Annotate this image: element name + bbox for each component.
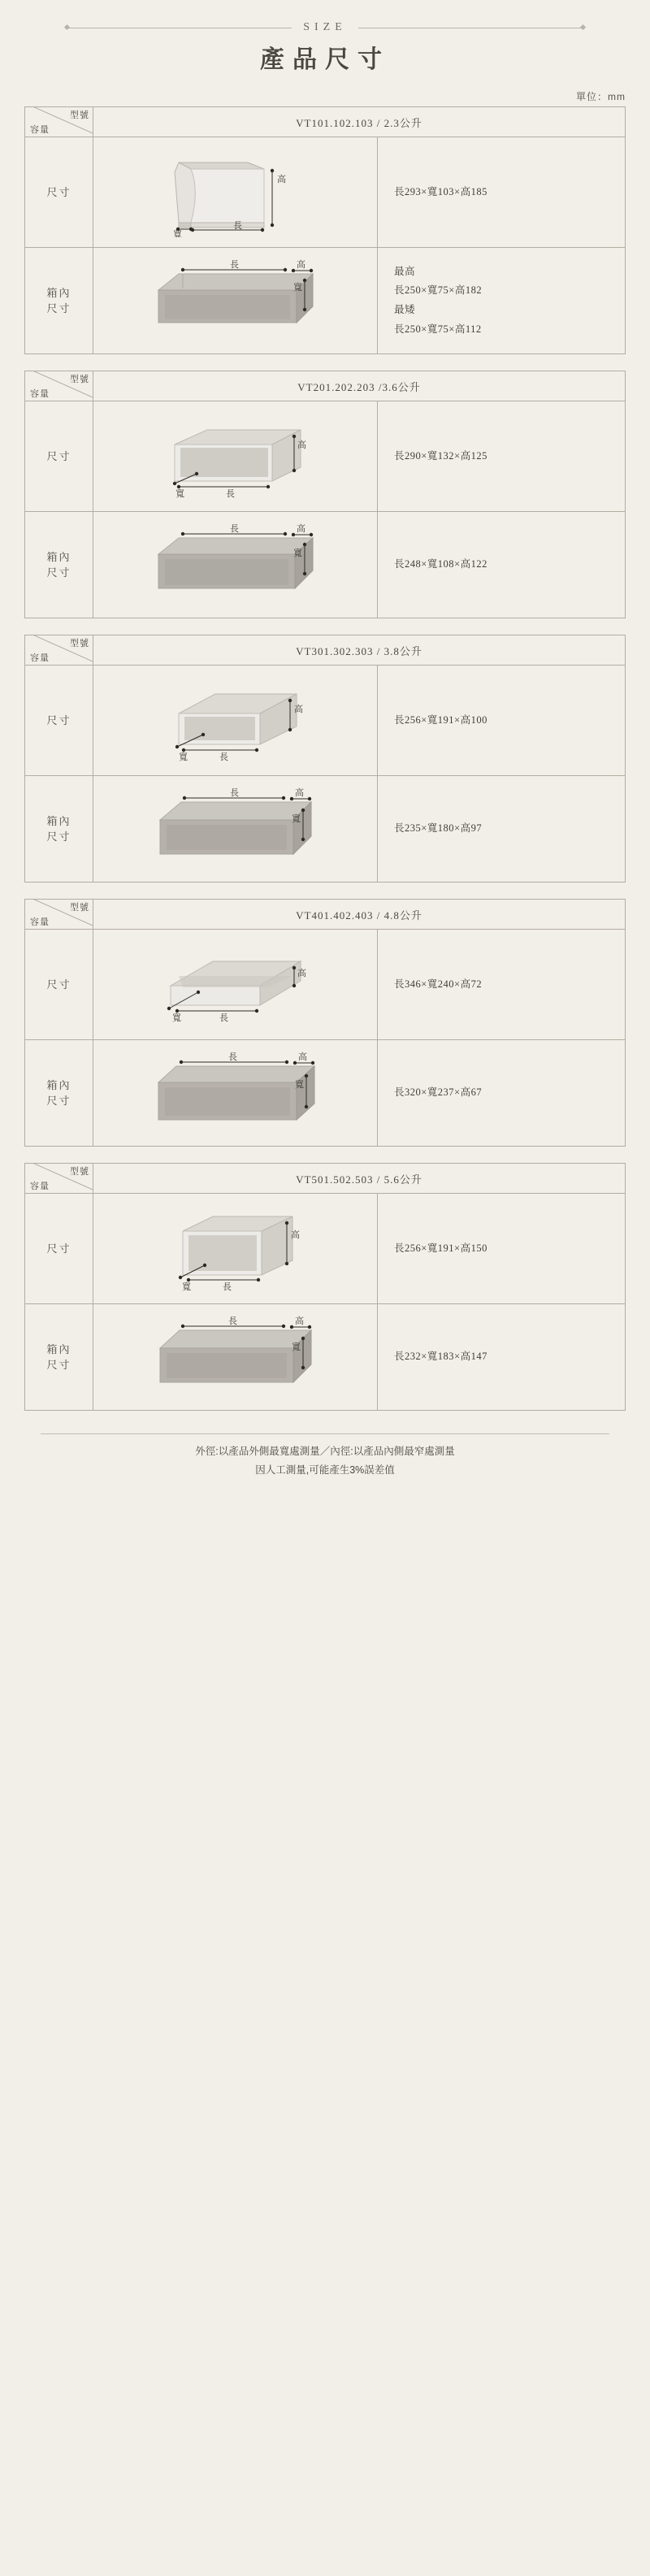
label-width: 寬 bbox=[171, 1013, 181, 1023]
header-capacity-label: 容量 bbox=[30, 125, 50, 135]
product-figure-outer bbox=[93, 666, 378, 775]
label-width: 寬 bbox=[178, 752, 188, 762]
row-label-inner-l2: 尺寸 bbox=[46, 830, 72, 843]
label-length: 長 bbox=[228, 1316, 237, 1326]
row-label-inner-l1: 箱內 bbox=[46, 286, 72, 299]
spec-block-vt501 bbox=[24, 1163, 626, 1411]
footer-line-1: 外徑:以產品外側最寬處測量／內徑:以產品內側最窄處測量 bbox=[195, 1446, 455, 1457]
header-corner-cell bbox=[25, 371, 93, 401]
spec-line: 長256×寬191×高150 bbox=[394, 1242, 488, 1254]
long-box-inner-illustration bbox=[134, 520, 337, 609]
header-model-label: 型號 bbox=[70, 1167, 89, 1177]
table-row bbox=[25, 401, 625, 512]
header-model-label: 型號 bbox=[70, 375, 89, 384]
product-figure-inner bbox=[93, 1040, 378, 1146]
footer-divider bbox=[41, 1433, 609, 1434]
header-model-label: 型號 bbox=[70, 903, 89, 913]
label-length: 長 bbox=[229, 788, 239, 798]
spec-line: 長346×寬240×高72 bbox=[394, 978, 483, 990]
tall-box-outer-illustration bbox=[138, 1203, 333, 1295]
row-label-inner bbox=[25, 1040, 93, 1146]
page-header bbox=[0, 0, 650, 75]
spec-line: 長232×寬183×高147 bbox=[394, 1351, 488, 1363]
spec-text-outer bbox=[378, 137, 625, 247]
header-model-label: 型號 bbox=[70, 639, 89, 648]
label-width: 寬 bbox=[181, 1281, 191, 1292]
label-height: 高 bbox=[296, 524, 306, 534]
label-length: 長 bbox=[229, 260, 239, 270]
label-height: 高 bbox=[294, 1316, 304, 1326]
header-capacity-label: 容量 bbox=[30, 1182, 50, 1191]
label-height: 高 bbox=[296, 260, 306, 270]
spec-block-vt201 bbox=[24, 371, 626, 618]
block-header bbox=[25, 107, 625, 137]
label-width: 寬 bbox=[291, 1342, 301, 1352]
spec-line: 長256×寬191×高100 bbox=[394, 713, 488, 726]
product-figure-inner bbox=[93, 1304, 378, 1410]
product-figure-inner bbox=[93, 776, 378, 882]
block-header bbox=[25, 371, 625, 401]
header-capacity-label: 容量 bbox=[30, 917, 50, 927]
mid-box-outer-illustration bbox=[138, 676, 333, 765]
long-box-outer-illustration bbox=[138, 412, 333, 501]
spec-line: 長320×寬237×高67 bbox=[394, 1086, 483, 1099]
label-length: 長 bbox=[228, 1052, 237, 1062]
row-label-inner bbox=[25, 512, 93, 618]
label-height: 高 bbox=[290, 1229, 300, 1240]
row-label-inner-l1: 箱內 bbox=[46, 550, 72, 563]
spec-text-outer bbox=[378, 1194, 625, 1303]
flat-box-inner-illustration bbox=[134, 1048, 337, 1138]
spec-text-inner bbox=[378, 512, 625, 618]
row-label-outer: 尺寸 bbox=[25, 137, 93, 247]
spec-block-vt401 bbox=[24, 899, 626, 1147]
file-holder-outer-illustration bbox=[142, 148, 329, 237]
model-name: VT501.502.503 / 5.6公升 bbox=[296, 1173, 422, 1186]
block-header bbox=[25, 1164, 625, 1194]
label-length: 長 bbox=[219, 1013, 228, 1023]
label-width: 寬 bbox=[292, 549, 302, 558]
table-row bbox=[25, 1194, 625, 1304]
label-height: 高 bbox=[297, 968, 306, 978]
row-label-outer: 尺寸 bbox=[25, 666, 93, 775]
spec-text-inner bbox=[378, 1304, 625, 1410]
label-length: 長 bbox=[219, 752, 228, 762]
table-row bbox=[25, 666, 625, 776]
footer-note bbox=[24, 1427, 626, 1479]
table-row bbox=[25, 248, 625, 353]
spec-text-inner bbox=[378, 1040, 625, 1146]
title-en: SIZE bbox=[303, 21, 347, 33]
row-label-inner-l2: 尺寸 bbox=[46, 1095, 72, 1107]
label-length: 長 bbox=[229, 524, 239, 534]
spec-text-outer bbox=[378, 401, 625, 511]
row-label-inner-l1: 箱內 bbox=[46, 1078, 72, 1091]
row-label-inner bbox=[25, 248, 93, 353]
label-width: 寬 bbox=[172, 229, 182, 237]
spec-text-inner bbox=[378, 248, 625, 353]
product-figure-outer bbox=[93, 401, 378, 511]
product-figure-inner bbox=[93, 248, 378, 353]
spec-text-inner bbox=[378, 776, 625, 882]
flat-box-outer-illustration bbox=[138, 940, 333, 1030]
page-title: 產品尺寸 bbox=[260, 46, 390, 73]
model-name: VT401.402.403 / 4.8公升 bbox=[296, 909, 422, 922]
file-holder-inner-illustration bbox=[134, 256, 337, 345]
model-name: VT201.202.203 /3.6公升 bbox=[297, 380, 421, 393]
label-length: 長 bbox=[232, 220, 242, 231]
header-model-label: 型號 bbox=[70, 111, 89, 120]
product-figure-outer bbox=[93, 1194, 378, 1303]
mid-box-inner-illustration bbox=[134, 784, 337, 874]
row-label-outer: 尺寸 bbox=[25, 1194, 93, 1303]
spec-line: 長293×寬103×高185 bbox=[394, 185, 488, 197]
footer-line-2: 因人工測量,可能產生3%誤差值 bbox=[255, 1464, 395, 1476]
row-label-inner bbox=[25, 1304, 93, 1410]
spec-line: 長235×寬180×高97 bbox=[394, 822, 483, 835]
spec-block-vt301 bbox=[24, 635, 626, 883]
row-label-outer: 尺寸 bbox=[25, 930, 93, 1039]
header-capacity-label: 容量 bbox=[30, 389, 50, 399]
label-height: 高 bbox=[294, 788, 304, 798]
spec-line: 最矮 bbox=[394, 304, 416, 315]
label-height: 高 bbox=[276, 174, 286, 184]
row-label-outer: 尺寸 bbox=[25, 401, 93, 511]
block-header bbox=[25, 900, 625, 930]
header-corner-cell bbox=[25, 1164, 93, 1193]
spec-line: 長290×寬132×高125 bbox=[394, 449, 488, 462]
label-height: 高 bbox=[297, 1052, 307, 1062]
model-name: VT101.102.103 / 2.3公升 bbox=[296, 116, 422, 129]
header-capacity-label: 容量 bbox=[30, 653, 50, 663]
table-row bbox=[25, 776, 625, 882]
spec-block-vt101 bbox=[24, 106, 626, 354]
table-row bbox=[25, 930, 625, 1040]
header-corner-cell bbox=[25, 900, 93, 929]
block-header bbox=[25, 635, 625, 666]
product-figure-outer bbox=[93, 930, 378, 1039]
label-length: 長 bbox=[225, 488, 235, 499]
product-figure-outer bbox=[93, 137, 378, 247]
spec-text-outer bbox=[378, 930, 625, 1039]
label-height: 高 bbox=[297, 440, 306, 450]
product-figure-inner bbox=[93, 512, 378, 618]
label-width: 寬 bbox=[294, 1080, 304, 1090]
table-row bbox=[25, 1304, 625, 1410]
unit-note: 單位：mm bbox=[576, 91, 626, 102]
label-width: 寬 bbox=[291, 814, 301, 824]
row-label-inner-l1: 箱內 bbox=[46, 814, 72, 827]
model-name: VT301.302.303 / 3.8公升 bbox=[296, 644, 422, 657]
table-row bbox=[25, 1040, 625, 1146]
table-row bbox=[25, 512, 625, 618]
label-width: 寬 bbox=[175, 488, 184, 499]
header-corner-cell bbox=[25, 107, 93, 137]
row-label-inner-l2: 尺寸 bbox=[46, 566, 72, 579]
label-width: 寬 bbox=[292, 283, 302, 293]
spec-line: 長248×寬108×高122 bbox=[394, 558, 488, 570]
row-label-inner-l2: 尺寸 bbox=[46, 302, 72, 314]
tall-box-inner-illustration bbox=[134, 1312, 337, 1402]
row-label-inner-l1: 箱內 bbox=[46, 1342, 72, 1355]
spec-line: 長250×寬75×高112 bbox=[394, 323, 482, 335]
label-length: 長 bbox=[222, 1281, 232, 1292]
spec-text-outer bbox=[378, 666, 625, 775]
header-corner-cell bbox=[25, 635, 93, 665]
row-label-inner-l2: 尺寸 bbox=[46, 1359, 72, 1371]
spec-line: 最高 bbox=[394, 265, 416, 277]
label-height: 高 bbox=[293, 704, 303, 714]
title-decoration bbox=[65, 21, 585, 34]
table-row bbox=[25, 137, 625, 248]
spec-line: 長250×寬75×高182 bbox=[394, 284, 483, 297]
row-label-inner bbox=[25, 776, 93, 882]
